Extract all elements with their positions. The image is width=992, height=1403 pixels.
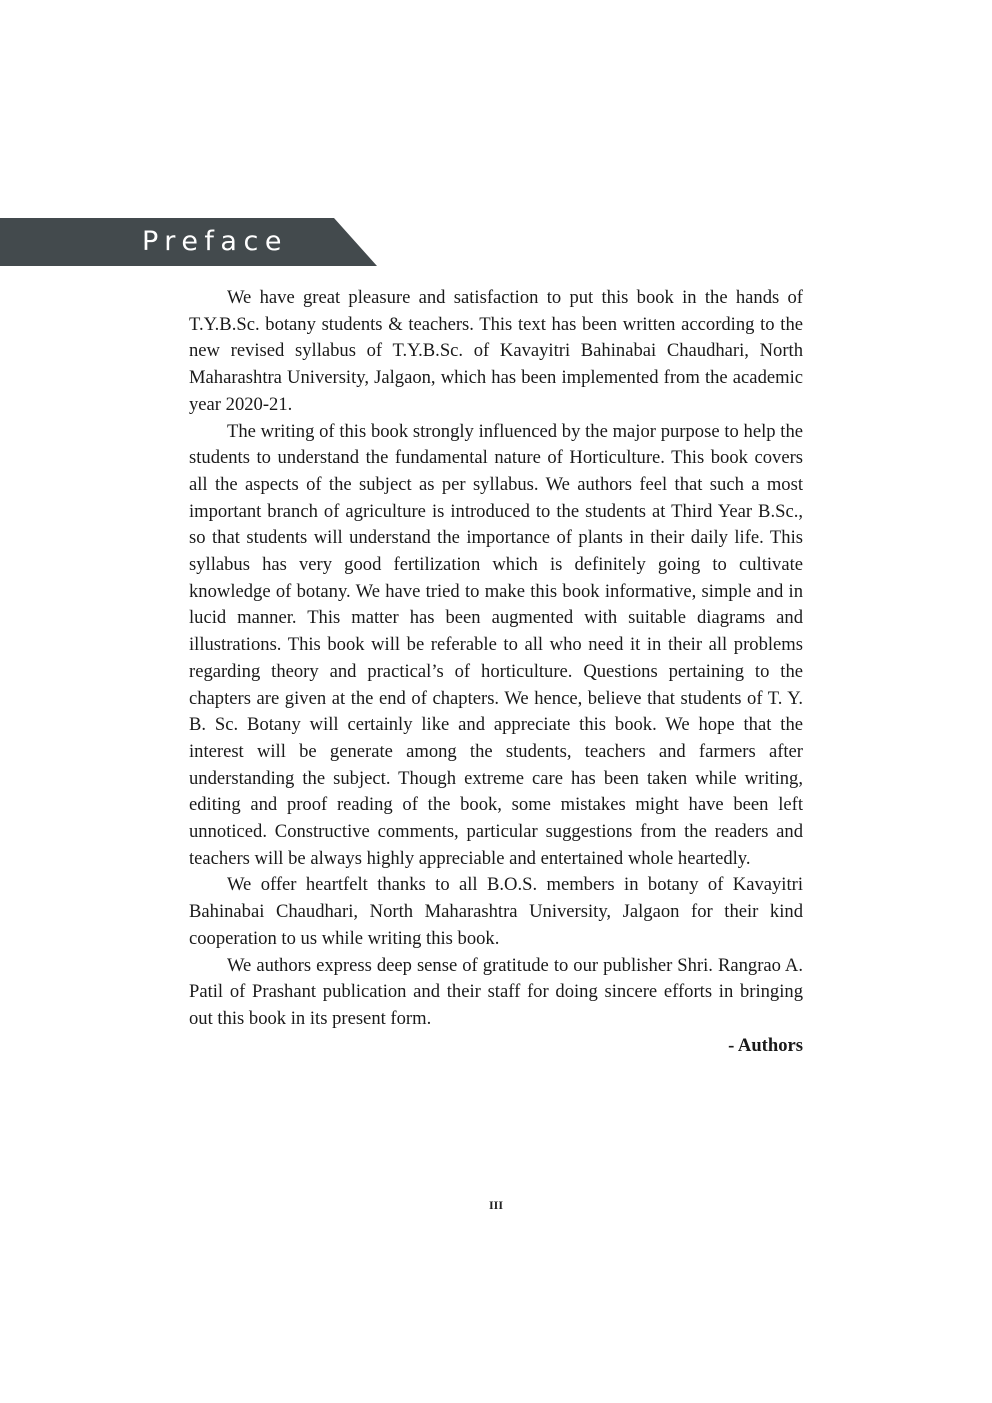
paragraph: We have great pleasure and satisfaction to put this book in the hands of T.Y.B.Sc. botany students & teachers. This text has been written according to the new revised syllabus of T.Y.B.Sc. of Kavayitri Bahinabai Chaudhari, North Maharashtra University, Jalgaon, which has been implemented from the academic year 2020-21. xyxy=(189,287,803,415)
page-title: Preface xyxy=(142,226,288,257)
page-number: III xyxy=(488,1198,503,1212)
paragraph: The writing of this book strongly influenced by the major purpose to help the students to understand the fundamental nature of Horticulture. This book covers all the aspects of the subject as per syllabus. We authors feel that such a most important branch of agriculture is introduced to the students at Third Year B.Sc., so that students will understand the importance of plants in their daily life. This syllabus has very good fertilization which is definitely going to cultivate knowledge of botany. We have tried to make this book informative, simple and in lucid manner. This matter has been augmented with suitable diagrams and illustrations. This book will be referable to all who need it in their all problems regarding theory and practical’s of horticulture. Questions pertaining to the chapters are given at the end of chapters. We hence, believe that students of T. Y. B. Sc. Botany will certainly like and appreciate this book. We hope that the interest will be generate among the students, teachers and farmers after understanding the subject. Though extreme care has been taken while writing, editing and proof reading of the book, some mistakes might have been left unnoticed. Constructive comments, particular suggestions from the readers and teachers will be always highly appreciable and entertained whole heartedly. xyxy=(189,420,803,869)
signature: - Authors xyxy=(728,1034,803,1056)
preface-body xyxy=(189,285,803,1059)
paragraph: We authors express deep sense of gratitude to our publisher Shri. Rangrao A. Patil of Prashant publication and their staff for doing sincere efforts in bringing out this book in its present form. xyxy=(189,954,803,1029)
paragraph: We offer heartfelt thanks to all B.O.S. members in botany of Kavayitri Bahinabai Chaudhari, North Maharashtra University, Jalgaon for their kind cooperation to us while writing this book. xyxy=(189,874,803,949)
